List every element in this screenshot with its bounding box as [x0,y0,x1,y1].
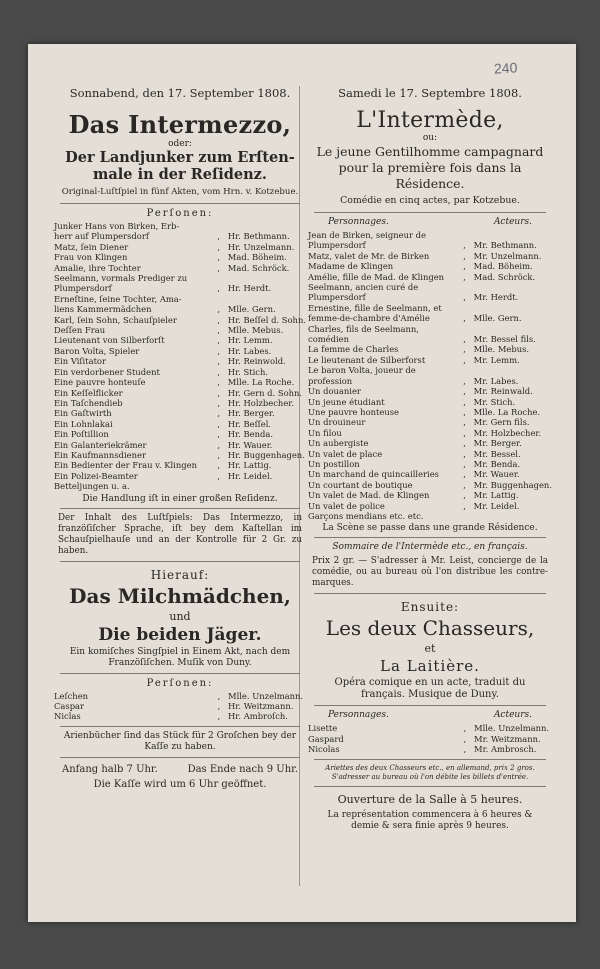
role-separator: , [463,250,466,261]
cast-row [308,397,552,407]
actor-name: Mlle. Gern. [473,313,522,324]
cast-row [308,261,552,271]
subtitle-fr-2: pour la première fois dans la [338,160,522,175]
cast-row [308,344,552,354]
role-separator: , [463,354,466,365]
role-separator: , [463,427,466,438]
role-name: Garçons mendians etc. etc. [308,510,424,521]
cast2-heading-fr [308,710,552,720]
actor-name [474,303,552,313]
role-separator: , [463,469,466,480]
actor-name: Mr. Bessel fils. [473,334,536,345]
role-separator: , [463,240,466,251]
cast-row [308,480,552,490]
anfang: Anfang halb 7 Uhr. [62,763,158,775]
cast-row [54,304,306,314]
role-name: Un marchand de quincailleries [308,469,439,480]
role-name: Ein Keſſelflicker [54,387,123,398]
role-name: Eine pauvre honteuſe [54,377,146,388]
french-column [308,86,552,834]
actor-name: Mr. Lemm. [473,354,520,365]
cast-row [54,408,306,418]
actor-name [474,511,552,521]
role-separator: , [217,377,221,388]
date-de: Sonnabend, den 17. September 1808. [69,86,291,100]
cast-row [308,251,552,261]
actor-name: Mr. Bessel. [473,448,521,459]
role-name: Charles, fils de Seelmann, comédien [308,323,419,345]
role-separator [210,294,228,304]
actor-name [228,221,306,231]
role-separator: , [463,313,466,324]
actor-name: Mr. Benda. [473,458,521,469]
actor-name: Hr. Bethmann. [227,231,290,242]
cast-row [308,303,552,313]
cast-row [54,471,306,481]
role-name: Un postillon [308,458,360,469]
actor-name [228,273,306,283]
ariettes-fr: Ariettes des deux Chasseurs etc., en allemand, prix 2 gros. S'adresser au bureau où l'on débite les billets d'entrée. [325,763,535,781]
role-separator: , [217,387,221,398]
role-separator [456,282,474,292]
genre2-de: Ein komiſches Singſpiel in Einem Akt, nach dem Franzöſiſchen. Muſik von Duny. [69,646,291,668]
role-name: Baron Volta, Spieler [54,345,140,356]
cast-row [308,490,552,500]
actor-name [228,481,306,491]
role-separator: , [217,690,221,701]
ouverture: Ouverture de la Salle à 5 heures. [337,792,523,806]
role-name: Leſchen [54,690,89,701]
role-separator: , [217,449,221,460]
cast-heading-fr [308,217,552,227]
actor-name: Hr. Labes. [227,345,272,356]
role-name: Un valet de place [308,448,383,459]
actor-name: Mr. Unzelmann. [473,250,542,261]
role-name: Caspar [54,700,85,711]
role-name: Plumpersdorf [54,283,112,294]
cast-row [54,377,306,387]
title2-fr: Les deux Chasseurs, [325,616,535,641]
role-separator: , [463,448,466,459]
role-name: Ein Viſitator [54,356,106,367]
rule [60,203,300,204]
cast-row [308,417,552,427]
role-separator [210,273,228,283]
role-separator [456,230,474,240]
title2-de: Das Milchmädchen, [69,583,291,608]
role-name: Le baron Volta, joueur de profession [308,365,416,386]
role-separator: , [217,429,221,440]
genre2-fr: Opéra comique en un acte, traduit du français. Musique de Duny. [334,677,526,701]
role-separator: , [463,261,466,272]
actor-name: Hr. Leidel. [227,470,273,481]
actor-name: Mlle. Mebus. [227,325,284,336]
rule [60,561,300,562]
role-separator: , [463,406,466,417]
role-name: Plumpersdorf [308,240,366,251]
role-name: Une pauvre honteuse [308,406,399,417]
role-name: Un valet de Mad. de Klingen [308,490,430,501]
cast-row [54,711,306,721]
actor-name [228,294,306,304]
role-separator: , [463,723,467,734]
role-name: Matz, valet de Mr. de Birken [308,250,430,261]
rule [60,757,300,758]
role-name: Ein Polizei-Beamter [54,470,138,481]
cast-heading-de: Perſonen: [146,208,214,219]
rule [314,705,546,706]
actor-name: Mad. Böheim. [227,252,287,263]
actor-name: Mr. Leidel. [473,500,520,511]
cast-row [308,240,552,250]
role-separator: , [217,470,221,481]
role-name: Ein verdorbener Student [54,366,160,377]
cast2-heading-de: Perſonen: [146,677,214,689]
role-name: Lieutenant von Silberforſt [54,335,165,346]
cast-row [308,292,552,302]
role-name: Un aubergiste [308,438,369,449]
role-separator: , [217,335,221,346]
role-separator: , [463,271,466,282]
title3-fr: La Laitière. [380,657,480,676]
cast-row [308,438,552,448]
actor-name: Hr. Benda. [227,429,273,440]
role-separator: , [217,711,221,722]
cast-row [54,221,306,231]
cast-row [54,460,306,470]
setting-fr: La Scène se passe dans une grande Résidence. [322,523,538,534]
cast-row [54,429,306,439]
actor-name: Hr. Unzelmann. [227,241,295,252]
role-separator: , [463,386,466,397]
hierauf: Hierauf: [150,567,210,582]
role-name: herr auf Plumpersdorf [54,231,149,242]
actor-name: Mlle. Mebus. [473,344,530,355]
actor-name: Mlle. Unzelmann. [474,723,550,734]
cast-row [54,242,306,252]
rule [314,593,546,594]
role-separator: , [463,344,466,355]
actor-name [474,282,552,292]
role-name: Un douanier [308,386,361,397]
actor-name: Mr. Weitzmann. [474,733,541,744]
role-separator: , [217,325,221,336]
subtitle-de-2: male in der Reſidenz. [93,166,267,183]
actor-name: Mad. Schröck. [227,262,290,273]
role-separator: , [463,396,466,407]
role-separator: , [463,438,466,449]
summary-fr: Prix 2 gr. — S'adresser à Mr. Leist, concierge de la comédie, ou au bureau où l'on distribue les contre-marques. [312,556,548,589]
role-separator: , [463,490,466,501]
cast-row [54,481,306,491]
cast-row [54,335,306,345]
cast-row [308,324,552,345]
cast-row [54,367,306,377]
rule [314,786,546,787]
actor-name: Mlle. La Roche. [473,406,541,417]
cast-row [308,313,552,323]
role-name: Madame de Klingen [308,261,394,272]
summary-title-fr: Sommaire de l'Intermède etc., en français. [332,542,528,553]
cast-row [308,501,552,511]
role-separator: , [217,304,221,315]
cast-row [308,365,552,386]
role-separator [456,511,474,521]
arien-de: Arienbücher ſind das Stück für 2 Groſchen bey der Kaſſe zu haben. [63,730,297,752]
role-separator: , [463,334,466,345]
cast-table-de [54,221,306,492]
actor-name: Hr. Buggenhagen. [227,449,305,460]
cast-row [54,356,306,366]
actor-name: Mad. Schröck. [473,271,536,282]
role-separator: , [217,314,221,325]
role-separator: , [463,292,466,303]
cast-row [308,407,552,417]
cast-row [54,450,306,460]
role-name: Betteljungen u. a. [54,481,130,492]
cast-row [54,231,306,241]
actor-name: Hr. Berger. [227,408,275,419]
actor-name: Mr. Herdt. [473,292,519,303]
cast-row [54,263,306,273]
role-name: Gaspard [308,733,344,744]
role-separator: , [217,241,221,252]
cast-row [54,252,306,262]
role-separator: , [217,366,221,377]
cast-row [54,691,306,701]
actor-name: Mr. Reinwald. [473,386,533,397]
cast-row [54,346,306,356]
role-name: Un valet de police [308,500,385,511]
cast-row [308,355,552,365]
date-fr: Samedi le 17. Septembre 1808. [338,86,522,100]
cast-row [308,744,552,754]
cast-row [54,398,306,408]
role-name: Ein Bedienter der Frau v. Klingen [54,460,197,471]
kasse: Die Kaſſe wird um 6 Uhr geöffnet. [93,778,267,790]
cast-row [54,294,306,304]
role-name: Le lieutenant de Silberforst [308,354,426,365]
cast2-table-de [54,691,306,722]
role-name: Seelmann, ancien curé de [308,282,419,293]
actor-name: Mad. Böheim. [473,261,533,272]
cast-row [308,459,552,469]
rule [314,537,546,538]
actor-name: Mr. Bethmann. [473,240,537,251]
cast-row [54,388,306,398]
rule [60,673,300,674]
rule [314,759,546,760]
actor-name [474,230,552,240]
und: und [169,609,191,623]
title-de: Das Intermezzo, [68,110,292,139]
actor-name: Mlle. Gern. [227,304,276,315]
role-separator: , [463,479,466,490]
actor-name: Mlle. La Roche. [227,377,295,388]
handwritten-annotation: 240 [493,59,518,77]
role-separator: , [217,262,221,273]
role-name: Ernestine, fille de Seelmann, et [308,302,442,313]
role-separator: , [217,418,221,429]
role-name: femme-de-chambre d'Amélie [308,313,430,324]
cast-row [308,272,552,282]
actor-name: Hr. Weitzmann. [228,700,294,711]
role-name: Ein Kaufmannsdiener [54,449,146,460]
role-separator: , [463,733,467,744]
personnages-label: Personnages. [328,710,389,721]
representation: La représentation commencera à 6 heures & demie & sera finie après 9 heures. [327,809,533,831]
role-name: Amalie, ihre Tochter [54,262,141,273]
role-separator: , [463,375,466,386]
role-name: Deſſen Frau [54,325,106,336]
actor-name: Hr. Reinwold. [227,356,286,367]
role-separator: , [217,283,221,294]
cast-row [308,469,552,479]
role-name: Matz, ſein Diener [54,241,129,252]
subtitle-fr-3: Résidence. [395,176,465,191]
role-name: Lisette [308,723,338,734]
summary-de: Der Inhalt des Luſtſpiels: Das Intermezzo, in franzöſiſcher Sprache, iſt bey dem Kaſtellan im Schauſpielhauſe und an der Kontrolle für 2 Gr. zu haben. [58,512,302,556]
actor-name: Mr. Labes. [473,375,519,386]
role-name: Un filou [308,427,342,438]
role-separator: , [217,252,221,263]
role-name: Frau von Klingen [54,252,128,263]
cast-row [54,440,306,450]
cast-row [308,230,552,240]
cast-row [308,723,552,733]
setting-de: Die Handlung iſt in einer großen Reſidenz. [82,493,278,504]
cast-row [54,283,306,293]
cast-row [54,273,306,283]
role-separator [456,303,474,313]
role-name: Ein Taſchendieb [54,397,123,408]
personnages-label: Personnages. [328,217,389,227]
actor-name: Mlle. Unzelmann. [228,690,304,701]
role-separator: , [463,500,466,511]
role-name: Ein Galanteriekrämer [54,439,147,450]
ensuite: Ensuite: [400,600,460,615]
cast-row [308,734,552,744]
cast-row [54,419,306,429]
role-name: Nicolas [308,744,340,755]
title-fr: L'Intermède, [356,108,504,133]
role-separator: , [217,356,221,367]
role-separator: , [463,458,466,469]
role-name: Un jeune étudiant [308,396,385,407]
actor-name: Mr. Holzbecher. [473,427,542,438]
role-separator: , [217,231,221,242]
actor-name: Hr. Ambroſch. [228,711,288,722]
role-separator: , [217,439,221,450]
actor-name: Hr. Gern d. Sohn. [227,387,303,398]
role-name: Ein Lohnlakai [54,418,113,429]
cast-row [308,511,552,521]
role-name: Karl, ſein Sohn, Schauſpieler [54,314,177,325]
role-separator: , [217,345,221,356]
rule [60,726,300,727]
rule [60,508,300,509]
subtitle-fr-1: Le jeune Gentilhomme campagnard [316,144,544,159]
actor-name: Mr. Stich. [473,396,516,407]
role-name: Seelmann, vormals Prediger zu [54,273,188,284]
et: et [424,642,436,656]
role-separator: , [217,460,221,471]
role-name: Ein Poſtillion [54,429,109,440]
actor-name: Hr. Lemm. [227,335,273,346]
rule [314,212,546,213]
subtitle-de-1: Der Landjunker zum Erſten- [65,149,295,166]
actor-name: Hr. Stich. [227,366,269,377]
role-name: Junker Hans von Birken, Erb- [54,221,180,231]
role-name: La femme de Charles [308,344,399,355]
cast-row [308,449,552,459]
cast-row [308,282,552,292]
role-separator: , [217,408,221,419]
cast-row [308,386,552,396]
role-separator: , [217,700,221,711]
title3-de: Die beiden Jäger. [98,624,262,645]
actor-name: Hr. Beſſel d. Sohn. [227,314,306,325]
role-name: Erneſtine, ſeine Tochter, Ama- [54,293,182,304]
ou-fr: ou: [422,133,438,143]
role-separator: , [463,744,467,755]
role-name: Amélie, fille de Mad. de Klingen [308,271,445,282]
role-separator [210,221,228,231]
actor-name: Hr. Wauer. [227,439,273,450]
german-column [54,86,306,794]
role-name: Un drouineur [308,417,366,428]
ende: Das Ende nach 9 Uhr. [187,763,298,775]
role-name: Jean de Birken, seigneur de [308,230,426,240]
actor-name: Mr. Gern fils. [473,417,530,428]
cast-row [54,325,306,335]
cast-row [54,315,306,325]
cast2-table-fr [308,723,552,754]
role-name: Plumpersdorf [308,292,366,303]
actor-name: Mr. Lattig. [473,490,519,501]
acteurs-label: Acteurs. [493,710,532,721]
genre-de: Original-Luſtſpiel in fünf Akten, vom Hrn. v. Kotzebue. [61,187,299,197]
role-separator: , [463,417,466,428]
role-name: Un courtant de boutique [308,479,413,490]
cast-row [308,428,552,438]
role-name: Ein Gaſtwirth [54,408,112,419]
actor-name: Mr. Buggenhagen. [473,479,552,490]
genre-fr: Comédie en cinq actes, par Kotzebue. [340,195,520,206]
role-separator [210,481,228,491]
cast-row [54,701,306,711]
role-separator: , [217,397,221,408]
actor-name: Hr. Holzbecher. [227,397,295,408]
actor-name: Mr. Ambrosch. [474,744,537,755]
actor-name: Hr. Beſſel. [227,418,272,429]
role-name: liens Kammermädchen [54,304,152,315]
actor-name: Hr. Herdt. [227,283,272,294]
oder-de: oder: [168,139,192,149]
actor-name: Mr. Wauer. [473,469,520,480]
acteurs-label: Acteurs. [493,217,532,227]
role-name: Niclas [54,711,81,722]
actor-name: Mr. Berger. [473,438,522,449]
actor-name: Hr. Lattig. [227,460,272,471]
cast-table-fr [308,230,552,521]
